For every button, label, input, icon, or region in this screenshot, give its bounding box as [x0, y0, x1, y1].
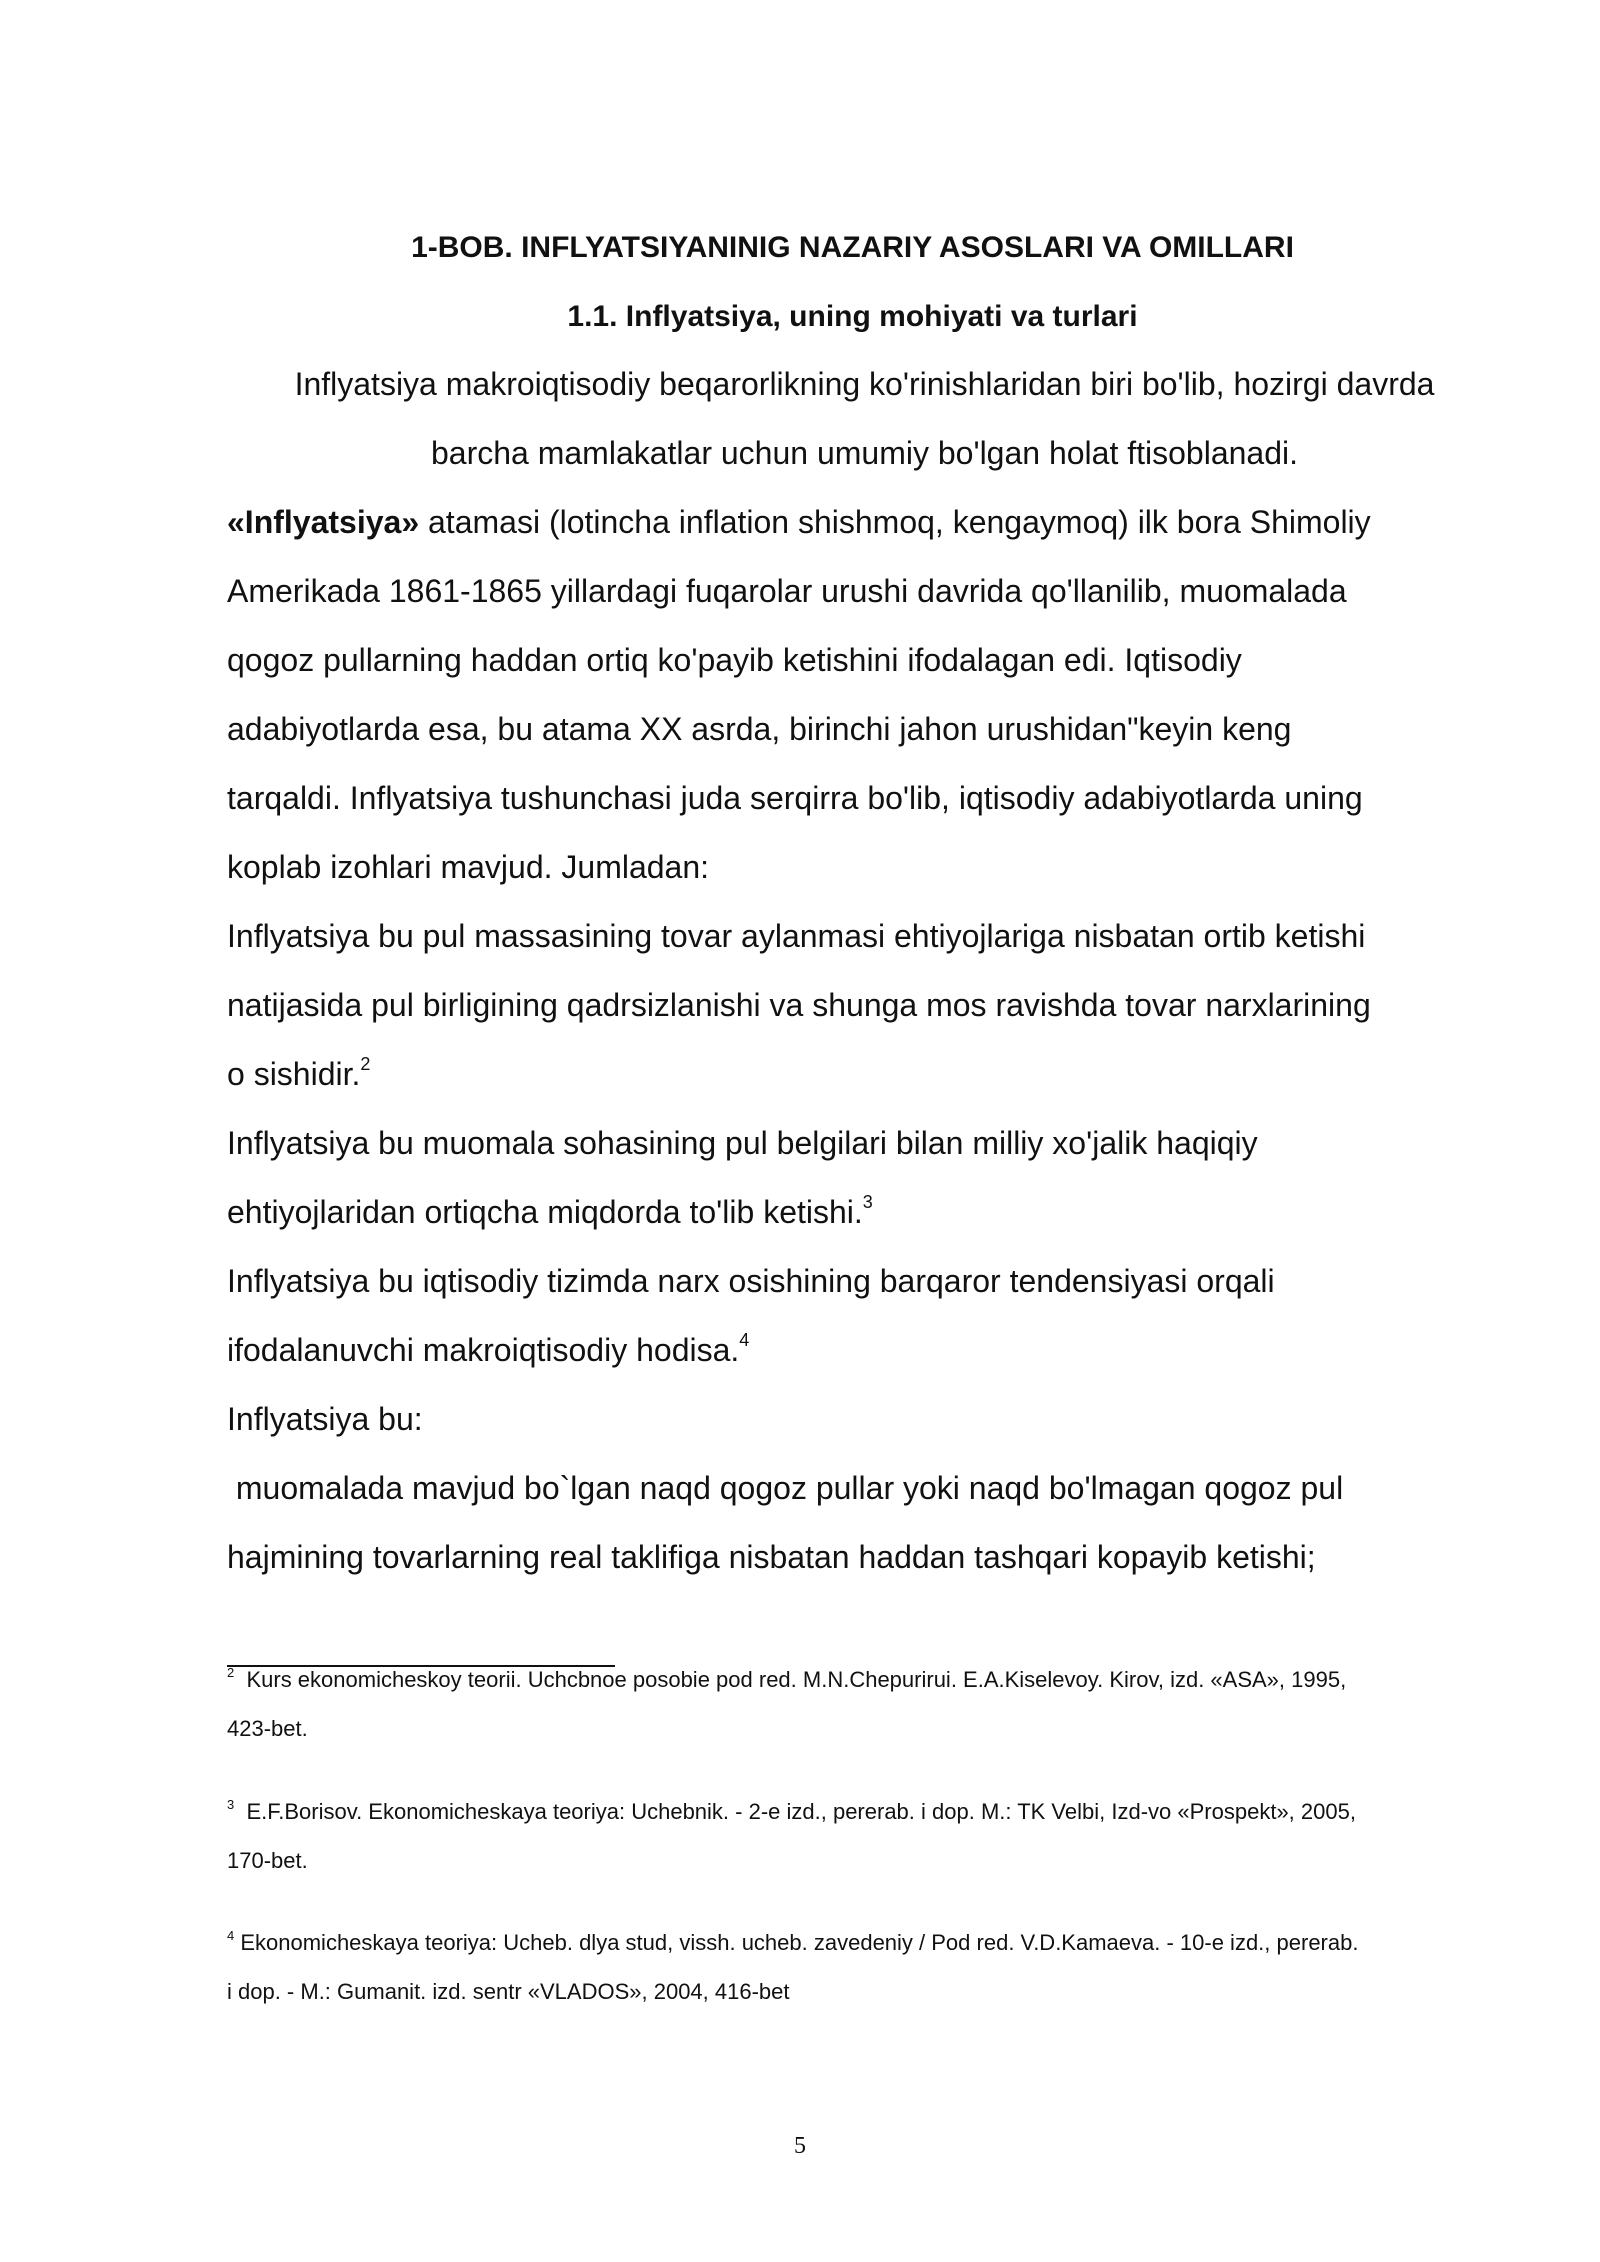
page-number: 5: [794, 2133, 806, 2159]
text-run: Kurs ekonomicheskoy teorii. Uchcbnoe posobie pod red. M.N.Chepurirui. E.A.Kiselevoy. Kirov, izd. «ASA», 1995,: [234, 1667, 1347, 1692]
footnote-number: 3: [227, 1797, 235, 1812]
text-line: qogoz pullarning haddan ortiq ko'payib ketishini ifodalagan edi. Iqtisodiy: [227, 642, 1242, 678]
text-line: barcha mamlakatlar uchun umumiy bo'lgan holat ftisoblanadi.: [430, 435, 1299, 471]
section-title: 1.1. Inflyatsiya, uning mohiyati va turlari: [567, 300, 1138, 333]
text-line: [227, 1178, 1502, 1247]
text-run: ifodalanuvchi makroiqtisodiy hodisa.: [227, 1332, 740, 1368]
text-line: adabiyotlarda esa, bu atama XX asrda, birinchi jahon urushidan"keyin keng: [227, 711, 1292, 747]
term-bold: «Inflyatsiya»: [227, 504, 420, 540]
footnote-number: 2: [227, 1665, 235, 1680]
text-run: atamasi (lotincha inflation shishmoq, kengaymoq) ilk bora Shimoliy: [419, 504, 1371, 540]
text-line: hajmining tovarlarning real taklifiga nisbatan haddan tashqari kopayib ketishi;: [227, 1539, 1316, 1575]
footnote-line: i dop. - M.: Gumanit. izd. sentr «VLADOS», 2004, 416-bet: [227, 1979, 790, 2004]
footnote-line: [227, 1655, 1502, 1704]
footnote-number: 4: [227, 1928, 235, 1943]
footnote-line: [227, 1918, 1502, 1967]
footnote-ref[interactable]: 3: [862, 1192, 873, 1212]
definition-paragraph: [227, 1109, 1502, 1247]
text-line: Inflyatsiya bu iqtisodiy tizimda narx osishining barqaror tendensiyasi orqali: [227, 1263, 1275, 1299]
text-line: natijasida pul birligining qadrsizlanishi va shunga mos ravishda tovar narxlarining: [227, 987, 1371, 1023]
term-paragraph: [227, 488, 1502, 902]
footnote: [227, 1655, 1502, 1753]
footnote-ref[interactable]: 2: [360, 1054, 371, 1074]
definition-paragraph: [227, 1247, 1502, 1385]
footnote: [227, 1918, 1502, 2016]
footnote-line: 170-bet.: [227, 1848, 308, 1873]
text-line: [227, 1040, 1502, 1109]
footnote-ref[interactable]: 4: [739, 1330, 750, 1350]
text-run: ehtiyojlaridan ortiqcha miqdorda to'lib ketishi.: [227, 1194, 863, 1230]
footnote-line: [227, 1787, 1502, 1836]
chapter-title: 1-BOB. INFLYATSIYANINIG NAZARIY ASOSLARI VA OMILLARI: [411, 231, 1294, 264]
text-line: Inflyatsiya makroiqtisodiy beqarorlikning ko'rinishlaridan biri bo'lib, hozirgi davrda: [294, 366, 1435, 402]
text-line: [227, 488, 1502, 557]
text-line: muomalada mavjud bo`lgan naqd qogoz pullar yoki naqd bo'lmagan qogoz pul: [227, 1470, 1344, 1506]
text-run: E.F.Borisov. Ekonomicheskaya teoriya: Uchebnik. - 2-e izd., pererab. i dop. M.: TK Velbi, Izd-vo «Prospekt», 2005,: [234, 1799, 1356, 1824]
text-line: Amerikada 1861-1865 yillardagi fuqarolar urushi davrida qo'llanilib, muomalada: [227, 573, 1347, 609]
footnote-line: 423-bet.: [227, 1716, 308, 1741]
text-line: [227, 1316, 1502, 1385]
text-line: Inflyatsiya bu muomala sohasining pul belgilari bilan milliy xo'jalik haqiqiy: [227, 1125, 1258, 1161]
text-run: o sishidir.: [227, 1056, 361, 1092]
text-line: koplab izohlari mavjud. Jumladan:: [227, 849, 710, 885]
text-line: tarqaldi. Inflyatsiya tushunchasi juda serqirra bo'lib, iqtisodiy adabiyotlarda uning: [227, 780, 1363, 816]
footnote: [227, 1787, 1502, 1885]
text-run: Ekonomicheskaya teoriya: Ucheb. dlya stud, vissh. ucheb. zavedeniy / Pod red. V.D.Kamaeva. - 10-e izd., pererab.: [234, 1930, 1359, 1955]
text-line: Inflyatsiya bu:: [227, 1401, 423, 1437]
intro-paragraph: [227, 350, 1502, 488]
definition-paragraph: [227, 902, 1502, 1109]
definition-paragraph: [227, 1385, 1502, 1592]
main-text: [227, 350, 1502, 1592]
text-line: Inflyatsiya bu pul massasining tovar aylanmasi ehtiyojlariga nisbatan ortib ketishi: [227, 918, 1366, 954]
